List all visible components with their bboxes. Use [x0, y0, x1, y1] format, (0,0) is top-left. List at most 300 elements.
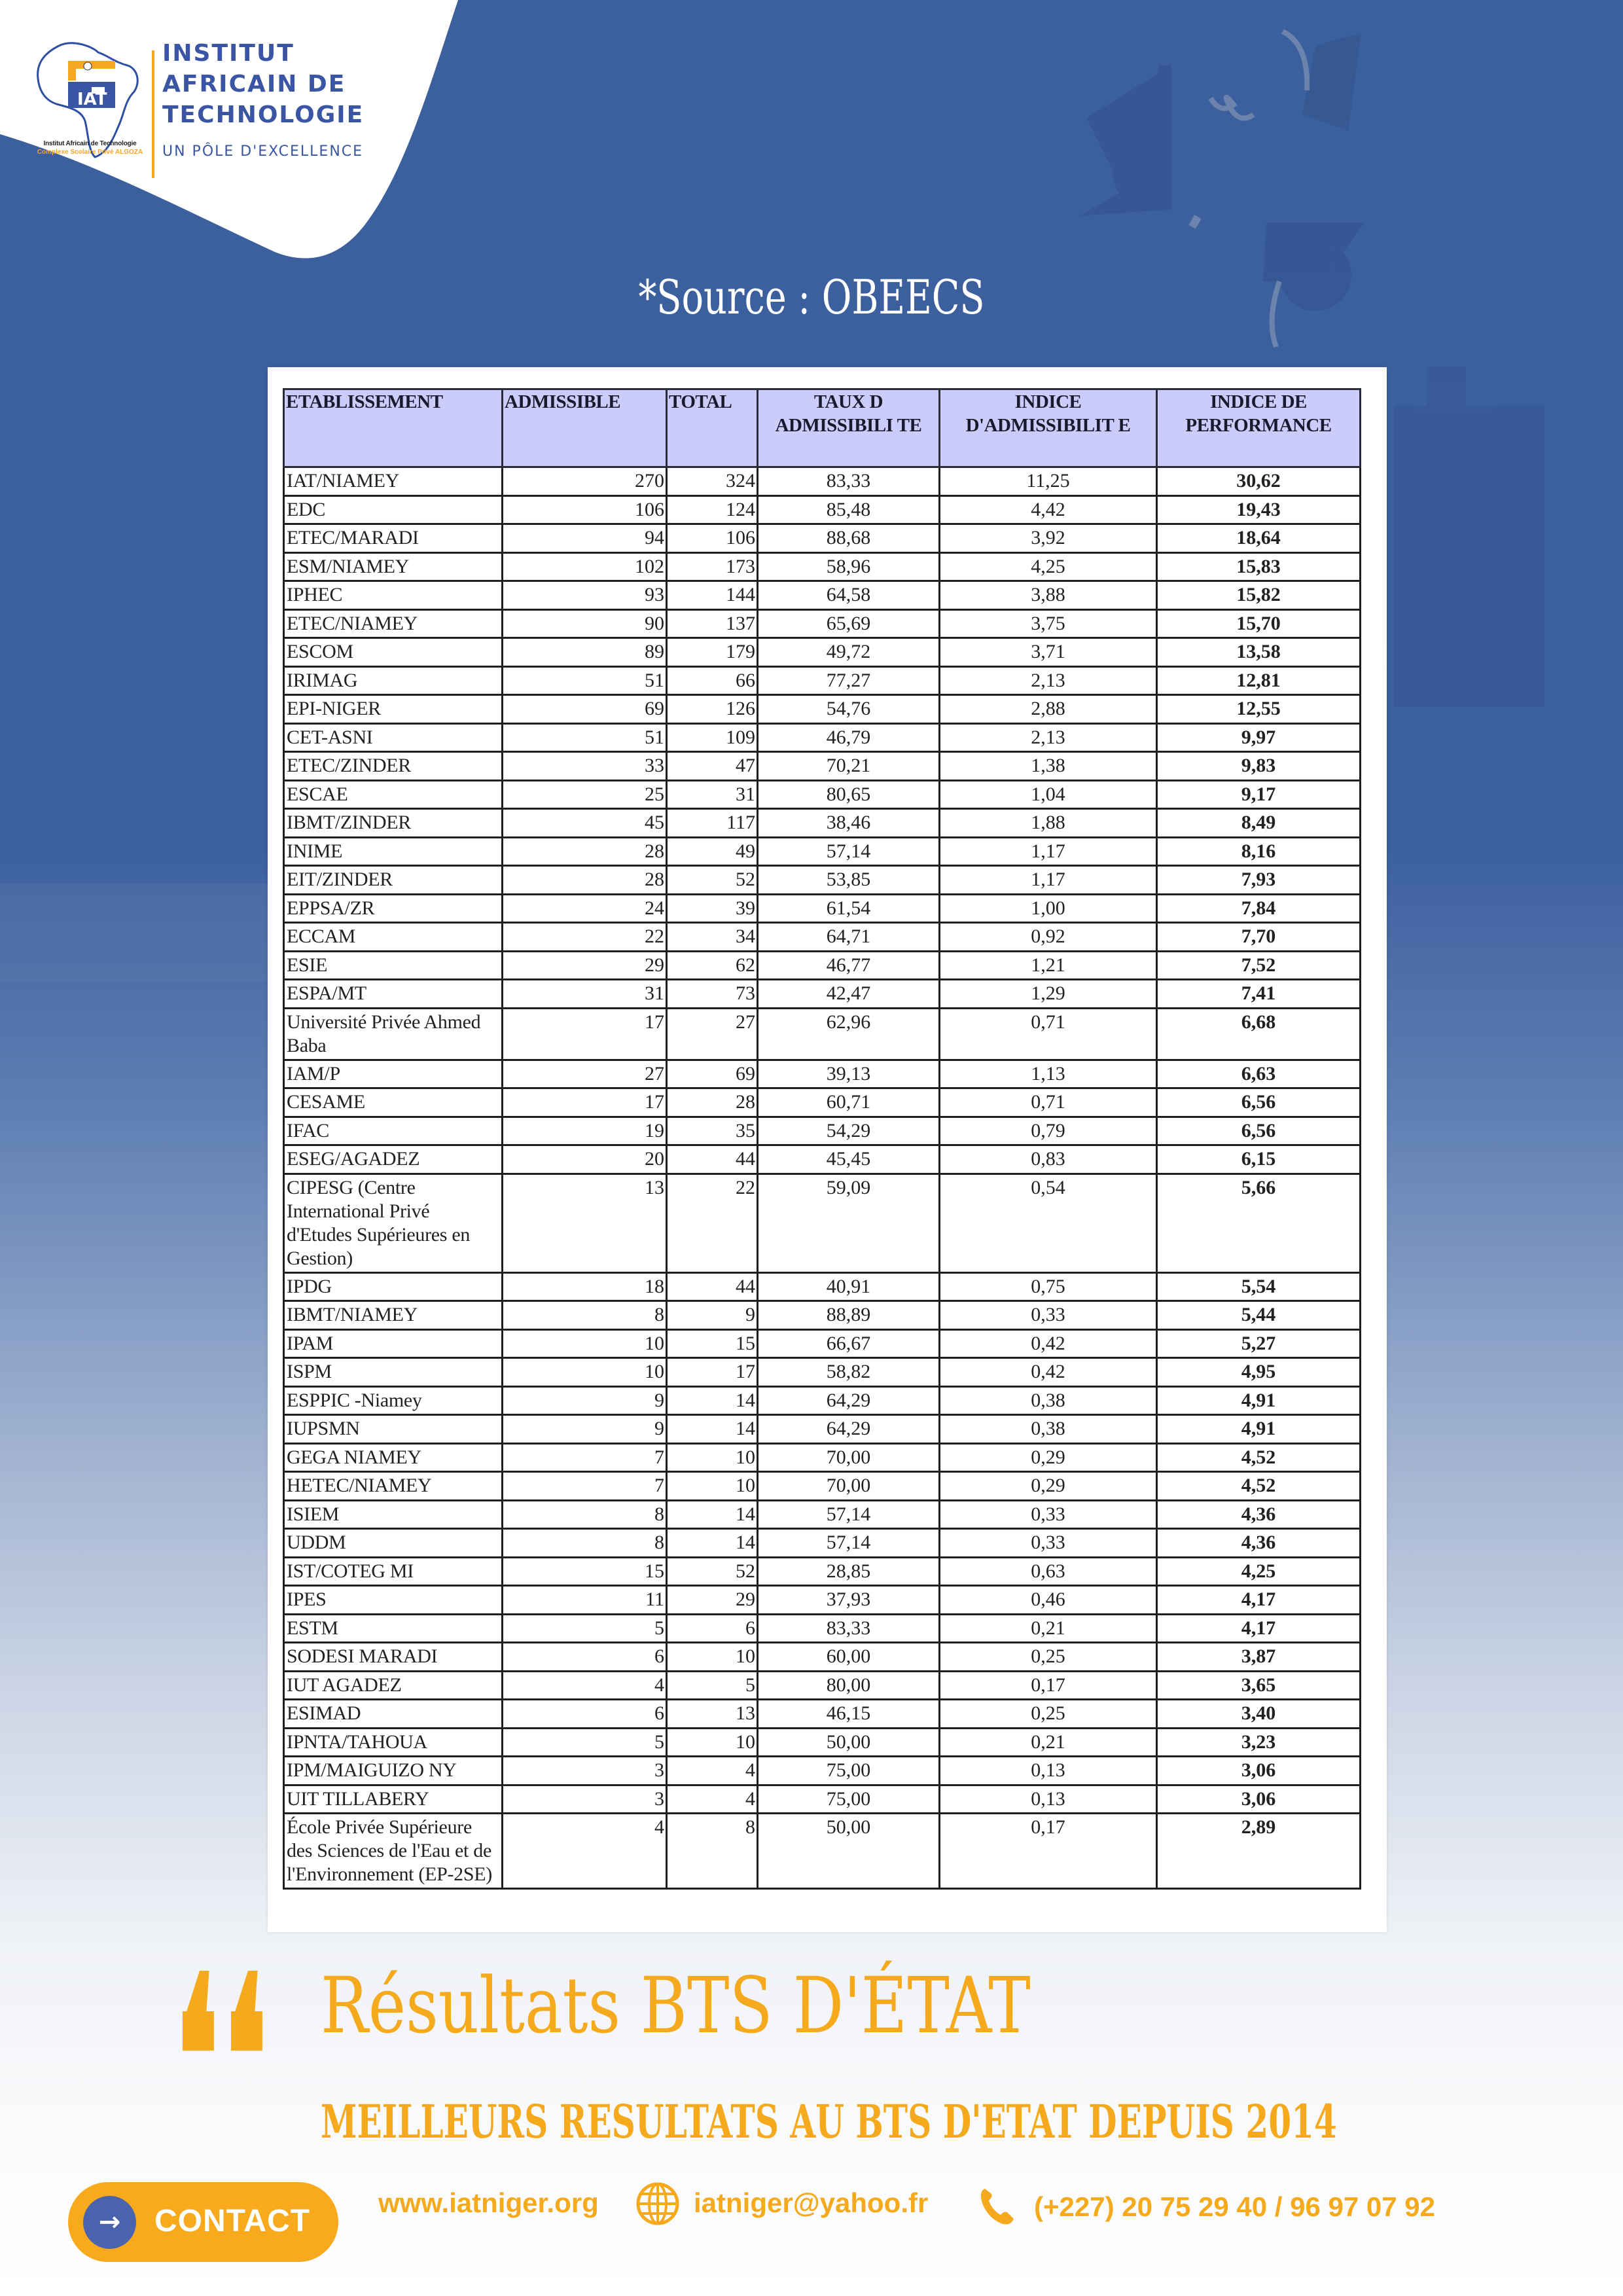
- cell-etablissement: IPHEC: [284, 581, 503, 610]
- cell-total: 6: [667, 1614, 758, 1643]
- cell-indice-performance: 6,56: [1157, 1088, 1361, 1117]
- cell-indice-admissibilite: 0,25: [940, 1700, 1157, 1729]
- cell-taux-admissibilite: 77,27: [758, 666, 940, 695]
- cell-indice-performance: 12,81: [1157, 666, 1361, 695]
- cell-indice-admissibilite: 0,33: [940, 1500, 1157, 1529]
- cell-indice-performance: 4,25: [1157, 1557, 1361, 1586]
- cell-taux-admissibilite: 60,71: [758, 1088, 940, 1117]
- cell-indice-admissibilite: 0,46: [940, 1586, 1157, 1615]
- cell-admissible: 7: [503, 1443, 667, 1472]
- table-row: [284, 866, 1361, 895]
- cell-taux-admissibilite: 54,76: [758, 695, 940, 724]
- contact-button-label: CONTACT: [154, 2204, 311, 2238]
- table-row: [284, 581, 1361, 610]
- brand-logo-block: [33, 36, 491, 180]
- cell-indice-admissibilite: 2,13: [940, 723, 1157, 752]
- cell-total: 29: [667, 1586, 758, 1615]
- cell-indice-admissibilite: 1,29: [940, 980, 1157, 1009]
- cell-admissible: 93: [503, 581, 667, 610]
- cell-etablissement: ESCOM: [284, 638, 503, 667]
- cell-total: 109: [667, 723, 758, 752]
- cell-admissible: 22: [503, 923, 667, 952]
- cell-taux-admissibilite: 28,85: [758, 1557, 940, 1586]
- cell-indice-performance: 12,55: [1157, 695, 1361, 724]
- cell-indice-performance: 3,65: [1157, 1671, 1361, 1700]
- cell-etablissement: Université Privée Ahmed Baba: [284, 1008, 503, 1060]
- table-row: [284, 980, 1361, 1009]
- cell-etablissement: GEGA NIAMEY: [284, 1443, 503, 1472]
- cell-total: 14: [667, 1500, 758, 1529]
- cell-total: 44: [667, 1145, 758, 1174]
- cell-admissible: 8: [503, 1500, 667, 1529]
- logo-subcaption: Complexe Scolaire Privé ALGOZA: [37, 149, 143, 156]
- cell-etablissement: IPES: [284, 1586, 503, 1615]
- cell-total: 27: [667, 1008, 758, 1060]
- cell-indice-admissibilite: 2,88: [940, 695, 1157, 724]
- cell-etablissement: HETEC/NIAMEY: [284, 1472, 503, 1501]
- quote-icon: [183, 1971, 278, 2051]
- cell-admissible: 13: [503, 1174, 667, 1272]
- table-row: [284, 1586, 1361, 1615]
- table-row: [284, 723, 1361, 752]
- cell-indice-admissibilite: 0,75: [940, 1272, 1157, 1301]
- cell-indice-admissibilite: 3,75: [940, 609, 1157, 638]
- cell-etablissement: ESIMAD: [284, 1700, 503, 1729]
- cell-admissible: 5: [503, 1728, 667, 1757]
- cell-indice-performance: 5,54: [1157, 1272, 1361, 1301]
- cell-admissible: 9: [503, 1415, 667, 1444]
- cell-admissible: 69: [503, 695, 667, 724]
- table-row: [284, 1472, 1361, 1501]
- cell-etablissement: UIT TILLABERY: [284, 1785, 503, 1814]
- cell-admissible: 25: [503, 780, 667, 809]
- results-table-sheet: [268, 367, 1387, 1932]
- cell-admissible: 19: [503, 1117, 667, 1145]
- cell-total: 28: [667, 1088, 758, 1117]
- cell-indice-performance: 6,56: [1157, 1117, 1361, 1145]
- cell-taux-admissibilite: 80,65: [758, 780, 940, 809]
- email-link[interactable]: iatniger@yahoo.fr: [694, 2187, 929, 2218]
- cell-total: 62: [667, 951, 758, 980]
- cell-etablissement: IBMT/ZINDER: [284, 809, 503, 838]
- cell-admissible: 89: [503, 638, 667, 667]
- cell-total: 39: [667, 894, 758, 923]
- cell-indice-admissibilite: 0,33: [940, 1529, 1157, 1558]
- cell-indice-performance: 5,27: [1157, 1329, 1361, 1358]
- cell-etablissement: CET-ASNI: [284, 723, 503, 752]
- cell-indice-performance: 18,64: [1157, 524, 1361, 553]
- table-row: [284, 1671, 1361, 1700]
- cell-indice-performance: 5,66: [1157, 1174, 1361, 1272]
- cell-etablissement: IRIMAG: [284, 666, 503, 695]
- cell-taux-admissibilite: 61,54: [758, 894, 940, 923]
- cell-indice-admissibilite: 1,17: [940, 866, 1157, 895]
- cell-etablissement: IPAM: [284, 1329, 503, 1358]
- cell-etablissement: ESTM: [284, 1614, 503, 1643]
- cell-taux-admissibilite: 59,09: [758, 1174, 940, 1272]
- table-row: [284, 752, 1361, 781]
- cell-etablissement: ISIEM: [284, 1500, 503, 1529]
- globe-icon: [635, 2181, 681, 2227]
- page-subtitle: MEILLEURS RESULTATS AU BTS D'ETAT DEPUIS 2014: [321, 2094, 1337, 2149]
- cell-indice-admissibilite: 0,33: [940, 1301, 1157, 1330]
- cell-total: 144: [667, 581, 758, 610]
- cell-indice-admissibilite: 3,71: [940, 638, 1157, 667]
- cell-taux-admissibilite: 38,46: [758, 809, 940, 838]
- cell-etablissement: ESPA/MT: [284, 980, 503, 1009]
- cell-etablissement: IST/COTEG MI: [284, 1557, 503, 1586]
- table-row: [284, 1529, 1361, 1558]
- cell-indice-performance: 8,49: [1157, 809, 1361, 838]
- table-row: [284, 695, 1361, 724]
- cell-total: 73: [667, 980, 758, 1009]
- cell-etablissement: ESCAE: [284, 780, 503, 809]
- cell-indice-admissibilite: 0,21: [940, 1728, 1157, 1757]
- cell-indice-performance: 7,84: [1157, 894, 1361, 923]
- cell-total: 137: [667, 609, 758, 638]
- cell-indice-admissibilite: 3,88: [940, 581, 1157, 610]
- cell-etablissement: ISPM: [284, 1358, 503, 1387]
- table-row: [284, 1614, 1361, 1643]
- cell-indice-performance: 5,44: [1157, 1301, 1361, 1330]
- cell-admissible: 18: [503, 1272, 667, 1301]
- cell-admissible: 94: [503, 524, 667, 553]
- table-header-row: [284, 389, 1361, 467]
- cell-admissible: 4: [503, 1671, 667, 1700]
- cell-taux-admissibilite: 75,00: [758, 1785, 940, 1814]
- table-row: [284, 1415, 1361, 1444]
- table-row: [284, 1358, 1361, 1387]
- cell-admissible: 8: [503, 1301, 667, 1330]
- cell-indice-performance: 15,70: [1157, 609, 1361, 638]
- cell-etablissement: IPM/MAIGUIZO NY: [284, 1757, 503, 1785]
- table-row: [284, 1117, 1361, 1145]
- table-row: [284, 1088, 1361, 1117]
- table-row: [284, 1301, 1361, 1330]
- cell-taux-admissibilite: 39,13: [758, 1060, 940, 1088]
- cell-etablissement: SODESI MARADI: [284, 1643, 503, 1672]
- cell-indice-admissibilite: 1,17: [940, 837, 1157, 866]
- cell-etablissement: IUT AGADEZ: [284, 1671, 503, 1700]
- table-row: [284, 1008, 1361, 1060]
- cell-total: 324: [667, 467, 758, 496]
- table-row: [284, 1728, 1361, 1757]
- table-row: [284, 1329, 1361, 1358]
- cell-total: 10: [667, 1643, 758, 1672]
- cell-admissible: 29: [503, 951, 667, 980]
- cell-total: 22: [667, 1174, 758, 1272]
- table-row: [284, 1757, 1361, 1785]
- cell-admissible: 10: [503, 1358, 667, 1387]
- cell-total: 66: [667, 666, 758, 695]
- cell-admissible: 24: [503, 894, 667, 923]
- cell-indice-admissibilite: 0,29: [940, 1472, 1157, 1501]
- logo-divider: [152, 50, 154, 178]
- cell-taux-admissibilite: 62,96: [758, 1008, 940, 1060]
- cell-indice-performance: 4,91: [1157, 1415, 1361, 1444]
- table-row: [284, 1272, 1361, 1301]
- cell-taux-admissibilite: 83,33: [758, 1614, 940, 1643]
- cell-admissible: 45: [503, 809, 667, 838]
- cell-indice-performance: 7,70: [1157, 923, 1361, 952]
- cell-indice-performance: 4,36: [1157, 1500, 1361, 1529]
- cell-etablissement: EIT/ZINDER: [284, 866, 503, 895]
- cell-taux-admissibilite: 75,00: [758, 1757, 940, 1785]
- cell-taux-admissibilite: 46,77: [758, 951, 940, 980]
- cell-indice-performance: 4,95: [1157, 1358, 1361, 1387]
- cell-indice-performance: 30,62: [1157, 467, 1361, 496]
- cell-indice-performance: 4,17: [1157, 1614, 1361, 1643]
- cell-indice-performance: 9,17: [1157, 780, 1361, 809]
- cell-total: 44: [667, 1272, 758, 1301]
- cell-admissible: 31: [503, 980, 667, 1009]
- cell-indice-performance: 4,52: [1157, 1472, 1361, 1501]
- cell-etablissement: EDC: [284, 495, 503, 524]
- contact-button[interactable]: [68, 2182, 338, 2262]
- table-row: [284, 1700, 1361, 1729]
- cell-indice-performance: 19,43: [1157, 495, 1361, 524]
- table-row: [284, 1814, 1361, 1889]
- website-link[interactable]: www.iatniger.org: [378, 2187, 599, 2218]
- cell-admissible: 5: [503, 1614, 667, 1643]
- cell-indice-admissibilite: 0,17: [940, 1814, 1157, 1889]
- cell-taux-admissibilite: 70,00: [758, 1443, 940, 1472]
- cell-indice-admissibilite: 0,63: [940, 1557, 1157, 1586]
- cell-etablissement: ETEC/NIAMEY: [284, 609, 503, 638]
- cell-indice-performance: 4,17: [1157, 1586, 1361, 1615]
- cell-etablissement: IBMT/NIAMEY: [284, 1301, 503, 1330]
- cell-indice-admissibilite: 0,21: [940, 1614, 1157, 1643]
- cell-indice-performance: 13,58: [1157, 638, 1361, 667]
- cell-indice-admissibilite: 0,71: [940, 1008, 1157, 1060]
- cell-indice-performance: 4,36: [1157, 1529, 1361, 1558]
- cell-etablissement: CIPESG (Centre International Privé d'Etudes Supérieures en Gestion): [284, 1174, 503, 1272]
- cell-taux-admissibilite: 49,72: [758, 638, 940, 667]
- cell-indice-admissibilite: 0,13: [940, 1785, 1157, 1814]
- cell-indice-admissibilite: 1,38: [940, 752, 1157, 781]
- header-indice-performance: INDICE DE PERFORMANCE: [1157, 389, 1361, 467]
- table-row: [284, 1145, 1361, 1174]
- cell-indice-admissibilite: 1,13: [940, 1060, 1157, 1088]
- cell-taux-admissibilite: 64,71: [758, 923, 940, 952]
- cell-indice-admissibilite: 0,92: [940, 923, 1157, 952]
- cell-etablissement: INIME: [284, 837, 503, 866]
- cell-total: 14: [667, 1529, 758, 1558]
- cell-taux-admissibilite: 60,00: [758, 1643, 940, 1672]
- table-row: [284, 780, 1361, 809]
- cell-taux-admissibilite: 83,33: [758, 467, 940, 496]
- cell-etablissement: ECCAM: [284, 923, 503, 952]
- table-row: [284, 894, 1361, 923]
- cell-indice-performance: 7,41: [1157, 980, 1361, 1009]
- cell-indice-performance: 6,63: [1157, 1060, 1361, 1088]
- cell-total: 14: [667, 1415, 758, 1444]
- cell-taux-admissibilite: 46,79: [758, 723, 940, 752]
- page-title: Résultats BTS D'ÉTAT: [321, 1960, 1031, 2051]
- cell-indice-performance: 15,82: [1157, 581, 1361, 610]
- cell-total: 14: [667, 1386, 758, 1415]
- table-body: [284, 467, 1361, 1889]
- cell-admissible: 17: [503, 1088, 667, 1117]
- cell-admissible: 9: [503, 1386, 667, 1415]
- cell-admissible: 7: [503, 1472, 667, 1501]
- table-row: [284, 1386, 1361, 1415]
- cell-total: 179: [667, 638, 758, 667]
- cell-indice-performance: 9,97: [1157, 723, 1361, 752]
- cell-etablissement: IFAC: [284, 1117, 503, 1145]
- cell-indice-admissibilite: 0,42: [940, 1329, 1157, 1358]
- cell-admissible: 6: [503, 1700, 667, 1729]
- cell-etablissement: ESM/NIAMEY: [284, 552, 503, 581]
- cell-indice-admissibilite: 0,38: [940, 1415, 1157, 1444]
- table-row: [284, 467, 1361, 496]
- cell-total: 10: [667, 1472, 758, 1501]
- cell-taux-admissibilite: 65,69: [758, 609, 940, 638]
- cell-admissible: 20: [503, 1145, 667, 1174]
- table-row: [284, 552, 1361, 581]
- cell-taux-admissibilite: 57,14: [758, 1529, 940, 1558]
- cell-total: 8: [667, 1814, 758, 1889]
- header-indice-admissibilite: INDICE D'ADMISSIBILIT E: [940, 389, 1157, 467]
- cell-admissible: 3: [503, 1757, 667, 1785]
- cell-indice-admissibilite: 0,29: [940, 1443, 1157, 1472]
- cell-total: 15: [667, 1329, 758, 1358]
- cell-indice-performance: 6,68: [1157, 1008, 1361, 1060]
- brand-name-line2: AFRICAIN DE: [162, 71, 346, 98]
- cell-taux-admissibilite: 70,21: [758, 752, 940, 781]
- cell-admissible: 10: [503, 1329, 667, 1358]
- table-row: [284, 1060, 1361, 1088]
- cell-admissible: 51: [503, 666, 667, 695]
- cell-taux-admissibilite: 54,29: [758, 1117, 940, 1145]
- cell-etablissement: ETEC/MARADI: [284, 524, 503, 553]
- cell-total: 10: [667, 1443, 758, 1472]
- table-row: [284, 1174, 1361, 1272]
- cell-indice-performance: 8,16: [1157, 837, 1361, 866]
- cell-indice-admissibilite: 4,42: [940, 495, 1157, 524]
- svg-text:IAT: IAT: [77, 90, 107, 109]
- cell-etablissement: IAT/NIAMEY: [284, 467, 503, 496]
- cell-taux-admissibilite: 42,47: [758, 980, 940, 1009]
- cell-admissible: 102: [503, 552, 667, 581]
- cell-indice-admissibilite: 0,38: [940, 1386, 1157, 1415]
- cell-indice-performance: 7,93: [1157, 866, 1361, 895]
- cell-etablissement: CESAME: [284, 1088, 503, 1117]
- cell-indice-admissibilite: 2,13: [940, 666, 1157, 695]
- cell-etablissement: IUPSMN: [284, 1415, 503, 1444]
- cell-admissible: 90: [503, 609, 667, 638]
- table-row: [284, 923, 1361, 952]
- cell-admissible: 51: [503, 723, 667, 752]
- cell-admissible: 33: [503, 752, 667, 781]
- cell-indice-performance: 3,40: [1157, 1700, 1361, 1729]
- cell-taux-admissibilite: 64,29: [758, 1386, 940, 1415]
- cell-taux-admissibilite: 37,93: [758, 1586, 940, 1615]
- cell-indice-admissibilite: 0,79: [940, 1117, 1157, 1145]
- cell-indice-admissibilite: 0,71: [940, 1088, 1157, 1117]
- cell-total: 5: [667, 1671, 758, 1700]
- cell-indice-performance: 15,83: [1157, 552, 1361, 581]
- source-caption: *Source : OBEECS: [638, 270, 985, 325]
- table-row: [284, 1557, 1361, 1586]
- cell-taux-admissibilite: 64,58: [758, 581, 940, 610]
- cell-indice-performance: 7,52: [1157, 951, 1361, 980]
- header-total: TOTAL: [667, 389, 758, 467]
- cell-total: 52: [667, 1557, 758, 1586]
- cell-indice-performance: 3,87: [1157, 1643, 1361, 1672]
- cell-admissible: 8: [503, 1529, 667, 1558]
- phone-icon: [978, 2186, 1016, 2225]
- cell-taux-admissibilite: 57,14: [758, 837, 940, 866]
- cell-taux-admissibilite: 88,89: [758, 1301, 940, 1330]
- cell-taux-admissibilite: 53,85: [758, 866, 940, 895]
- cell-admissible: 3: [503, 1785, 667, 1814]
- table-row: [284, 609, 1361, 638]
- cell-indice-performance: 9,83: [1157, 752, 1361, 781]
- cell-total: 124: [667, 495, 758, 524]
- cell-indice-admissibilite: 0,42: [940, 1358, 1157, 1387]
- table-row: [284, 638, 1361, 667]
- table-row: [284, 666, 1361, 695]
- cell-indice-admissibilite: 0,54: [940, 1174, 1157, 1272]
- cell-admissible: 28: [503, 866, 667, 895]
- cell-taux-admissibilite: 58,96: [758, 552, 940, 581]
- cell-etablissement: EPPSA/ZR: [284, 894, 503, 923]
- cell-etablissement: École Privée Supérieure des Sciences de l'Eau et de l'Environnement (EP-2SE): [284, 1814, 503, 1889]
- results-table: [283, 388, 1361, 1890]
- cell-admissible: 6: [503, 1643, 667, 1672]
- cell-taux-admissibilite: 46,15: [758, 1700, 940, 1729]
- cell-etablissement: IPNTA/TAHOUA: [284, 1728, 503, 1757]
- cell-indice-admissibilite: 11,25: [940, 467, 1157, 496]
- header-etablissement: ETABLISSEMENT: [284, 389, 503, 467]
- table-row: [284, 495, 1361, 524]
- phone-number[interactable]: (+227) 20 75 29 40 / 96 97 07 92: [1034, 2191, 1435, 2222]
- brand-tagline: UN PÔLE D'EXCELLENCE: [162, 143, 364, 160]
- cell-etablissement: ESEG/AGADEZ: [284, 1145, 503, 1174]
- cell-indice-admissibilite: 0,83: [940, 1145, 1157, 1174]
- cell-total: 52: [667, 866, 758, 895]
- cell-indice-performance: 6,15: [1157, 1145, 1361, 1174]
- cell-admissible: 4: [503, 1814, 667, 1889]
- cell-etablissement: ESPPIC -Niamey: [284, 1386, 503, 1415]
- cell-taux-admissibilite: 58,82: [758, 1358, 940, 1387]
- cell-taux-admissibilite: 66,67: [758, 1329, 940, 1358]
- cell-indice-performance: 4,91: [1157, 1386, 1361, 1415]
- cell-etablissement: UDDM: [284, 1529, 503, 1558]
- cell-taux-admissibilite: 88,68: [758, 524, 940, 553]
- cell-total: 106: [667, 524, 758, 553]
- cell-admissible: 17: [503, 1008, 667, 1060]
- cell-taux-admissibilite: 45,45: [758, 1145, 940, 1174]
- cell-taux-admissibilite: 64,29: [758, 1415, 940, 1444]
- cell-indice-admissibilite: 3,92: [940, 524, 1157, 553]
- table-row: [284, 1443, 1361, 1472]
- table-row: [284, 1785, 1361, 1814]
- table-row: [284, 951, 1361, 980]
- cell-admissible: 270: [503, 467, 667, 496]
- cell-indice-admissibilite: 1,04: [940, 780, 1157, 809]
- cell-taux-admissibilite: 57,14: [758, 1500, 940, 1529]
- cell-indice-admissibilite: 4,25: [940, 552, 1157, 581]
- cell-etablissement: IAM/P: [284, 1060, 503, 1088]
- table-row: [284, 1643, 1361, 1672]
- cell-total: 117: [667, 809, 758, 838]
- cell-admissible: 27: [503, 1060, 667, 1088]
- cell-indice-performance: 4,52: [1157, 1443, 1361, 1472]
- cell-indice-performance: 2,89: [1157, 1814, 1361, 1889]
- cell-total: 17: [667, 1358, 758, 1387]
